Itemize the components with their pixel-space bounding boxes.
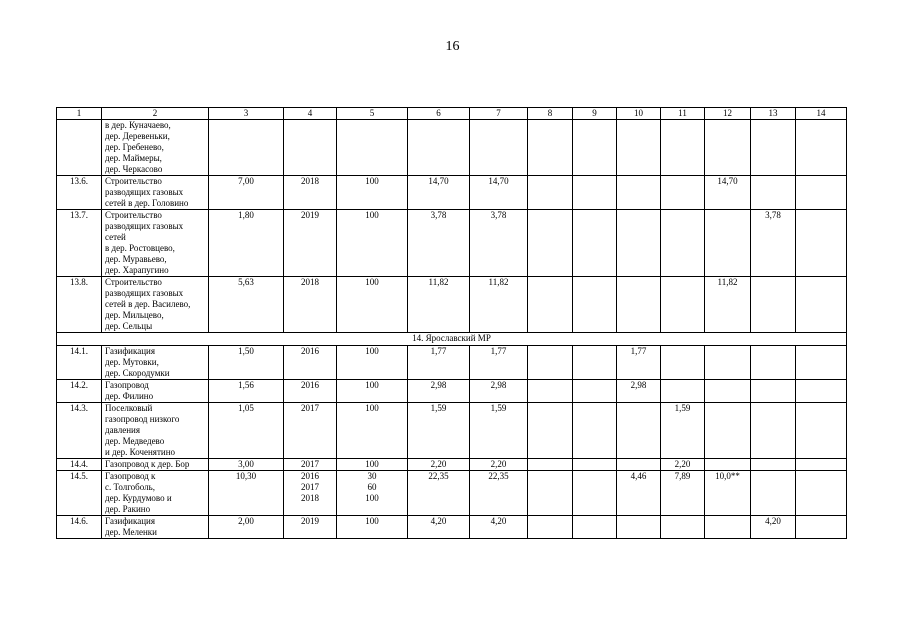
table-cell [661, 120, 705, 176]
table-cell [751, 403, 796, 459]
table-cell [528, 459, 573, 471]
table-cell: Газопровод к дер. Бор [102, 459, 209, 471]
table-cell: 100 [337, 380, 408, 403]
table-cell [528, 210, 573, 277]
table-cell: 2,00 [209, 516, 284, 539]
table-cell: 2,20 [661, 459, 705, 471]
table-cell [470, 120, 528, 176]
table-cell [796, 380, 847, 403]
table-cell: 3,78 [470, 210, 528, 277]
table-cell: 1,56 [209, 380, 284, 403]
table-cell [751, 176, 796, 210]
table-cell: 2016 [284, 380, 337, 403]
table-cell [796, 346, 847, 380]
table-cell [617, 176, 661, 210]
table-row [57, 459, 847, 471]
table-cell [751, 471, 796, 516]
table-cell: 2016 [284, 346, 337, 380]
table-cell [573, 120, 617, 176]
table-cell [528, 516, 573, 539]
table-cell: Газопровод к с. Толгоболь, дер. Курдумово и дер. Ракино [102, 471, 209, 516]
table-cell: 14,70 [705, 176, 751, 210]
table-cell: 2,98 [408, 380, 470, 403]
table-cell [705, 380, 751, 403]
table-cell: 5,63 [209, 277, 284, 333]
table-cell: 14.1. [57, 346, 102, 380]
table-row [57, 120, 847, 176]
table-cell: Поселковый газопровод низкого давления дер. Медведево и дер. Коченятино [102, 403, 209, 459]
table-cell [796, 277, 847, 333]
table-cell [661, 176, 705, 210]
table-cell: 1 [57, 108, 102, 120]
table-cell: Строительство разводящих газовых сетей в дер. Головино [102, 176, 209, 210]
table-cell [705, 346, 751, 380]
table-cell: 4,20 [470, 516, 528, 539]
table-cell: 4 [284, 108, 337, 120]
table-cell: 9 [573, 108, 617, 120]
table-cell: 14,70 [470, 176, 528, 210]
table-cell [528, 120, 573, 176]
data-table [56, 107, 847, 539]
table-cell [705, 459, 751, 471]
table-cell: 2017 [284, 403, 337, 459]
table-cell [617, 459, 661, 471]
table-cell: 2 [102, 108, 209, 120]
table-cell: 1,77 [408, 346, 470, 380]
table-cell [705, 403, 751, 459]
table-cell: 2016 2017 2018 [284, 471, 337, 516]
table-cell [573, 277, 617, 333]
table-cell [573, 380, 617, 403]
table-cell: 2019 [284, 516, 337, 539]
table-cell: 14.2. [57, 380, 102, 403]
table-cell: 14.3. [57, 403, 102, 459]
table-cell: 1,50 [209, 346, 284, 380]
table-row [57, 403, 847, 459]
table-cell: 3,78 [751, 210, 796, 277]
table-cell: 100 [337, 459, 408, 471]
table-cell [661, 277, 705, 333]
table-cell: Строительство разводящих газовых сетей в дер. Василево, дер. Мильцево, дер. Сельцы [102, 277, 209, 333]
table-cell: 100 [337, 210, 408, 277]
table-cell: Газификация дер. Меленки [102, 516, 209, 539]
table-cell: 10 [617, 108, 661, 120]
table-cell: 11,82 [470, 277, 528, 333]
table-cell [573, 516, 617, 539]
table-cell: 100 [337, 403, 408, 459]
table-cell [796, 459, 847, 471]
table-cell [661, 380, 705, 403]
table-cell [617, 120, 661, 176]
table-cell: 2,98 [470, 380, 528, 403]
table-cell [573, 210, 617, 277]
table-cell [751, 120, 796, 176]
table-cell [528, 471, 573, 516]
table-cell: 14,70 [408, 176, 470, 210]
table-cell: 1,59 [661, 403, 705, 459]
table-row [57, 380, 847, 403]
table-cell [796, 120, 847, 176]
table-cell [796, 403, 847, 459]
table-cell [528, 403, 573, 459]
table-row [57, 471, 847, 516]
table-cell [661, 516, 705, 539]
table-cell: 7,89 [661, 471, 705, 516]
table-cell: 13 [751, 108, 796, 120]
table-cell: 6 [408, 108, 470, 120]
table-cell: 2019 [284, 210, 337, 277]
table-cell: 1,59 [408, 403, 470, 459]
table-cell: 7,00 [209, 176, 284, 210]
table-cell [573, 346, 617, 380]
table-header-row [57, 108, 847, 120]
table-cell: 13.7. [57, 210, 102, 277]
table-cell: 11,82 [408, 277, 470, 333]
table-cell [573, 471, 617, 516]
table-cell: 5 [337, 108, 408, 120]
table-cell: 10,0** [705, 471, 751, 516]
table-cell: 30 60 100 [337, 471, 408, 516]
table-cell: 14.5. [57, 471, 102, 516]
table-cell: 1,77 [470, 346, 528, 380]
table-cell [796, 176, 847, 210]
table-cell: 2018 [284, 277, 337, 333]
table-cell: 1,05 [209, 403, 284, 459]
page-number: 16 [445, 39, 460, 54]
table-cell [284, 120, 337, 176]
table-cell: 100 [337, 516, 408, 539]
table-cell [528, 176, 573, 210]
table-row [57, 346, 847, 380]
table-cell [528, 277, 573, 333]
table-cell: 4,20 [408, 516, 470, 539]
table-cell [209, 120, 284, 176]
table-cell: 13.8. [57, 277, 102, 333]
table-cell: 7 [470, 108, 528, 120]
table-cell: 14 [796, 108, 847, 120]
table-cell: в дер. Куначаево, дер. Деревеньки, дер. Гребенево, дер. Маймеры, дер. Черкасово [102, 120, 209, 176]
table-cell [617, 403, 661, 459]
table-cell [617, 516, 661, 539]
table-cell: 12 [705, 108, 751, 120]
table-cell [408, 120, 470, 176]
table-cell: Строительство разводящих газовых сетей в дер. Ростовцево, дер. Муравьево, дер. Харапугино [102, 210, 209, 277]
table-row [57, 516, 847, 539]
table-row [57, 176, 847, 210]
table-cell [751, 277, 796, 333]
table-cell: 3 [209, 108, 284, 120]
table-cell [573, 176, 617, 210]
table-cell: 2,98 [617, 380, 661, 403]
table-cell [796, 471, 847, 516]
table-cell: 13.6. [57, 176, 102, 210]
table-cell: 22,35 [470, 471, 528, 516]
table-cell: 11,82 [705, 277, 751, 333]
table-cell [796, 516, 847, 539]
table-cell [751, 346, 796, 380]
table-cell: Газификация дер. Мутовки, дер. Скородумки [102, 346, 209, 380]
table-cell: 14.4. [57, 459, 102, 471]
table-cell [617, 210, 661, 277]
table-cell: 100 [337, 277, 408, 333]
table-cell [573, 403, 617, 459]
table-cell [528, 380, 573, 403]
table-cell: 3,00 [209, 459, 284, 471]
table-cell: 10,30 [209, 471, 284, 516]
table-cell [705, 516, 751, 539]
table-row [57, 277, 847, 333]
table-cell: 100 [337, 346, 408, 380]
table-cell: 2018 [284, 176, 337, 210]
table-cell: 4,46 [617, 471, 661, 516]
table-cell [705, 120, 751, 176]
table-cell: 2,20 [470, 459, 528, 471]
table-cell [661, 210, 705, 277]
table-cell: 14.6. [57, 516, 102, 539]
table-cell [573, 459, 617, 471]
table-cell: 2,20 [408, 459, 470, 471]
table-cell [528, 346, 573, 380]
table-cell: 1,59 [470, 403, 528, 459]
table-cell [705, 210, 751, 277]
table-cell: 1,77 [617, 346, 661, 380]
table-cell: Газопровод дер. Филино [102, 380, 209, 403]
table-cell: 8 [528, 108, 573, 120]
table-cell [337, 120, 408, 176]
section-title: 14. Ярославский МР [57, 333, 847, 346]
table-cell: 3,78 [408, 210, 470, 277]
table-cell [796, 210, 847, 277]
table-cell: 100 [337, 176, 408, 210]
table-cell: 2017 [284, 459, 337, 471]
table-cell: 4,20 [751, 516, 796, 539]
table-cell [57, 120, 102, 176]
table-cell [751, 459, 796, 471]
table-row [57, 210, 847, 277]
table-cell [751, 380, 796, 403]
section-row [57, 333, 847, 346]
table-cell [661, 346, 705, 380]
table-cell [617, 277, 661, 333]
table-cell: 11 [661, 108, 705, 120]
table-cell: 1,80 [209, 210, 284, 277]
table-cell: 22,35 [408, 471, 470, 516]
